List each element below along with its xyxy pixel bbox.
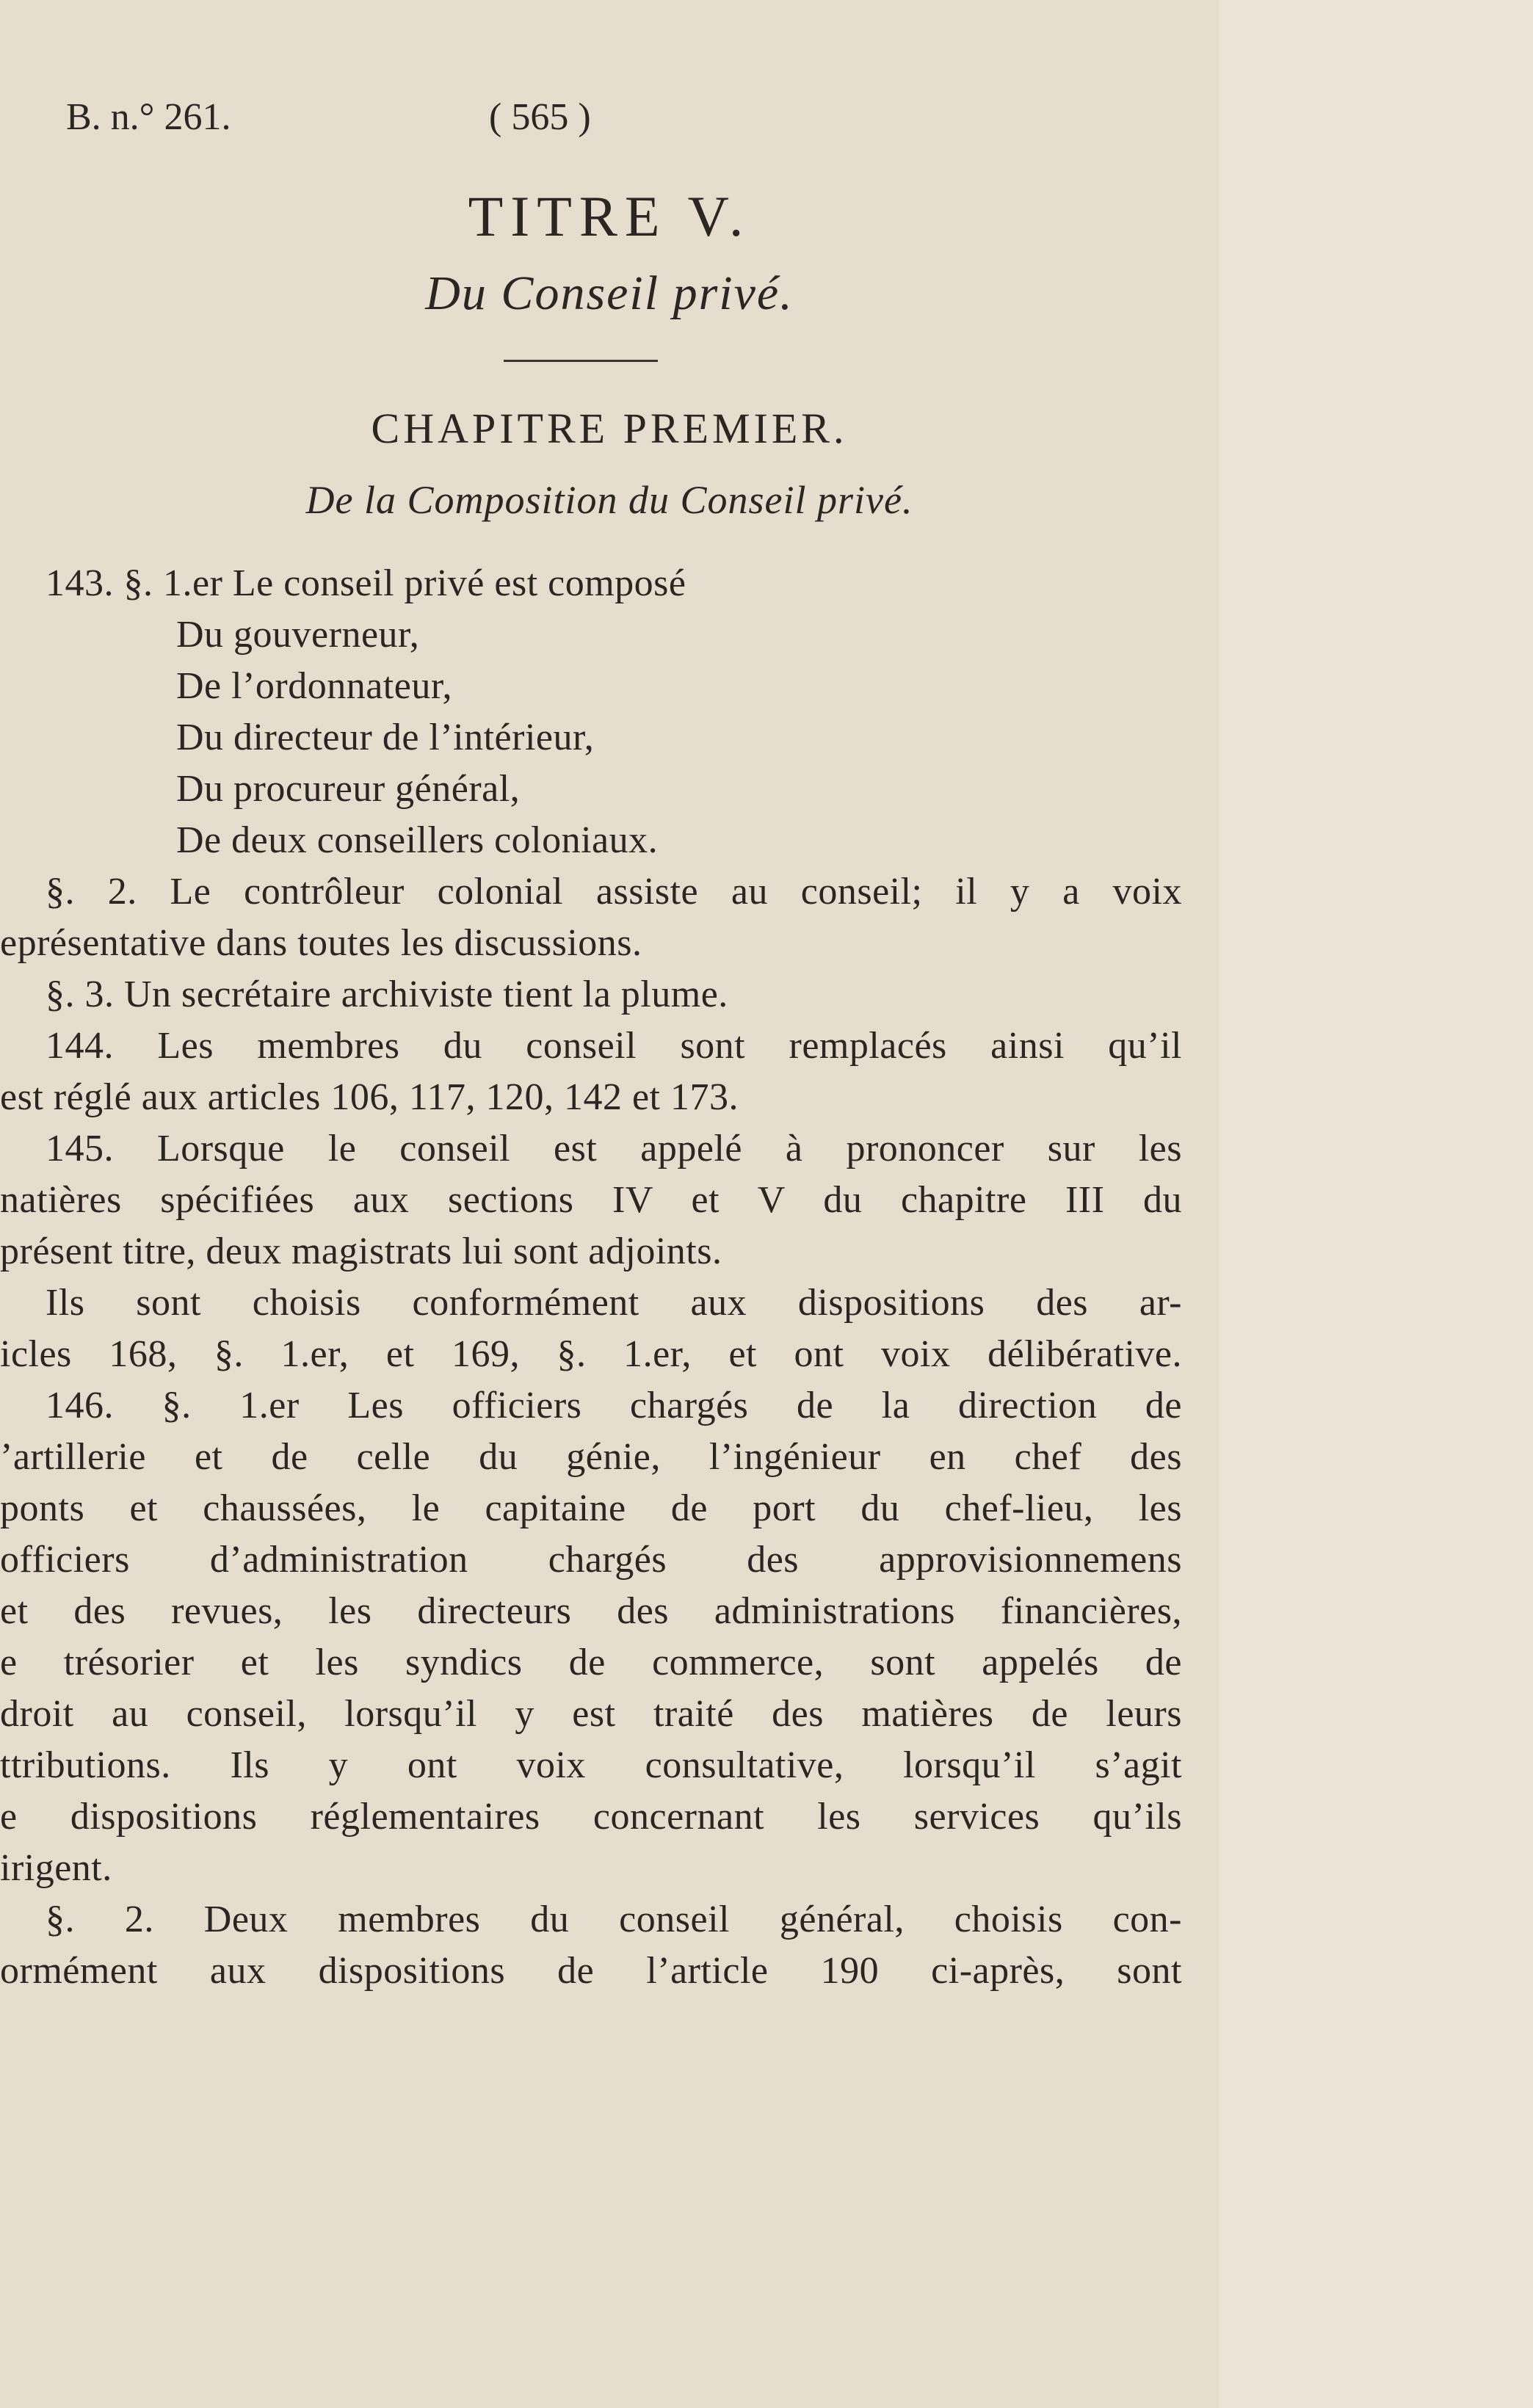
text-line: icles 168, §. 1.er, et 169, §. 1.er, et ont voix délibérative.: [0, 1333, 1182, 1375]
chapter-subheading: De la Composition du Conseil privé.: [305, 478, 913, 522]
text-line: eprésentative dans toutes les discussions.: [0, 922, 642, 964]
text-line: présent titre, deux magistrats lui sont adjoints.: [0, 1230, 722, 1272]
text-line: ’artillerie et de celle du génie, l’ingénieur en chef des: [0, 1436, 1182, 1478]
text-line: ormément aux dispositions de l’article 190 ci-après, sont: [0, 1950, 1182, 1992]
separator-rule: [504, 360, 658, 362]
text-line: e trésorier et les syndics de commerce, sont appelés de: [0, 1642, 1182, 1683]
text-line: §. 3. Un secrétaire archiviste tient la plume.: [46, 973, 728, 1015]
text-line: 145. Lorsque le conseil est appelé à prononcer sur les: [46, 1128, 1182, 1169]
text-line: ponts et chaussées, le capitaine de port du chef-lieu, les: [0, 1487, 1182, 1529]
text-line: De deux conseillers coloniaux.: [176, 819, 659, 861]
titre-subheading: Du Conseil privé.: [425, 266, 794, 320]
body-text: [0, 558, 1182, 1997]
chapter-heading: CHAPITRE PREMIER.: [371, 405, 848, 452]
text-line: ttributions. Ils y ont voix consultative, lorsqu’il s’agit: [0, 1744, 1182, 1786]
text-line: 146. §. 1.er Les officiers chargés de la direction de: [46, 1385, 1182, 1426]
text-line: e dispositions réglementaires concernant les services qu’ils: [0, 1796, 1182, 1838]
page-header: [66, 95, 1182, 154]
text-line: Du gouverneur,: [176, 614, 420, 656]
text-line: 143. §. 1.er Le conseil privé est composé: [46, 562, 686, 604]
text-line: Du directeur de l’intérieur,: [176, 717, 595, 758]
page-number: ( 565 ): [489, 96, 591, 138]
text-line: irigent.: [0, 1847, 112, 1889]
text-line: droit au conseil, lorsqu’il y est traité des matières de leurs: [0, 1693, 1182, 1735]
text-line: officiers d’administration chargés des approvisionnemens: [0, 1539, 1182, 1581]
text-line: De l’ordonnateur,: [176, 665, 453, 707]
text-line: §. 2. Deux membres du conseil général, choisis con-: [46, 1899, 1182, 1940]
text-line: Du procureur général,: [176, 768, 521, 810]
text-line: est réglé aux articles 106, 117, 120, 142 et 173.: [0, 1076, 739, 1118]
text-line: Ils sont choisis conformément aux dispositions des ar-: [46, 1282, 1182, 1324]
text-line: §. 2. Le contrôleur colonial assiste au conseil; il y a voix: [46, 871, 1182, 913]
text-line: natières spécifiées aux sections IV et V du chapitre III du: [0, 1179, 1182, 1221]
text-line: 144. Les membres du conseil sont remplacés ainsi qu’il: [46, 1025, 1182, 1067]
titre-heading: TITRE V.: [468, 184, 751, 248]
bulletin-reference: B. n.° 261.: [66, 96, 231, 138]
text-line: et des revues, les directeurs des administrations financières,: [0, 1590, 1182, 1632]
